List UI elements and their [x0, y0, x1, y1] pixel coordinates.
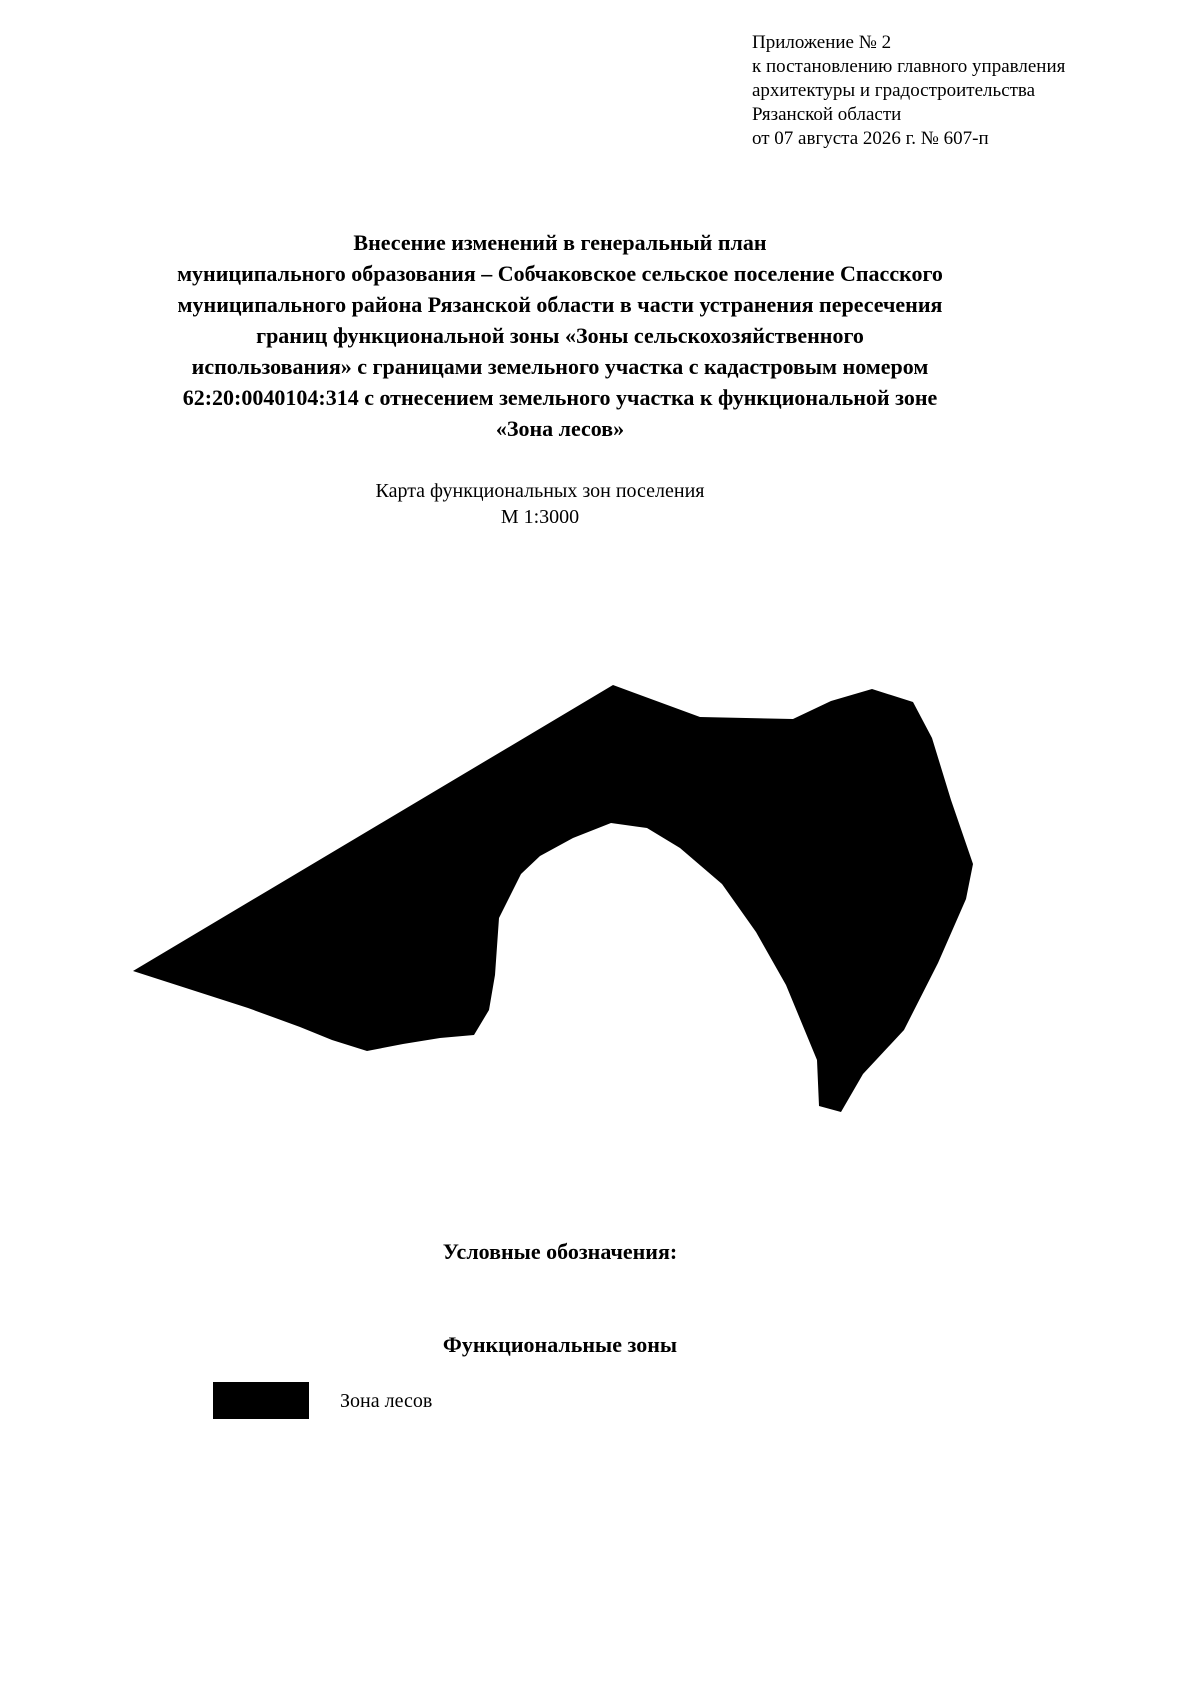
document-title-line: границ функциональной зоны «Зоны сельскохозяйственного — [256, 323, 864, 348]
appendix-number: Приложение № 2 — [752, 32, 892, 53]
document-title-line: муниципального района Рязанской области в части устранения пересечения — [177, 292, 943, 317]
map-name: Карта функциональных зон поселения — [375, 480, 705, 502]
legend-item-label: Зона лесов — [340, 1390, 433, 1412]
legend-heading: Условные обозначения: — [442, 1239, 678, 1264]
appendix-region: Рязанской области — [752, 104, 902, 125]
document-title — [60, 227, 1060, 444]
document-title-line: муниципального образования – Собчаковское сельское поселение Спасского — [177, 261, 943, 286]
document-title-line: использования» с границами земельного участка с кадастровым номером — [191, 354, 929, 379]
forest-zone-polygon — [133, 685, 973, 1112]
forest-zone-swatch — [213, 1382, 309, 1419]
document-title-line: «Зона лесов» — [495, 416, 625, 441]
document-title-line: 62:20:0040104:314 с отнесением земельного участка к функциональной зоне — [182, 385, 938, 410]
document-title-line: Внесение изменений в генеральный план — [353, 230, 767, 255]
map-scale: М 1:3000 — [500, 506, 580, 528]
appendix-date-number: от 07 августа 2026 г. № 607-п — [752, 128, 989, 149]
map-caption — [290, 478, 790, 530]
appendix-block — [752, 31, 1112, 151]
appendix-authority: архитектуры и градостроительства — [752, 80, 1036, 101]
legend-group-title: Функциональные зоны — [442, 1332, 678, 1357]
appendix-resolution-ref: к постановлению главного управления — [752, 56, 1066, 77]
